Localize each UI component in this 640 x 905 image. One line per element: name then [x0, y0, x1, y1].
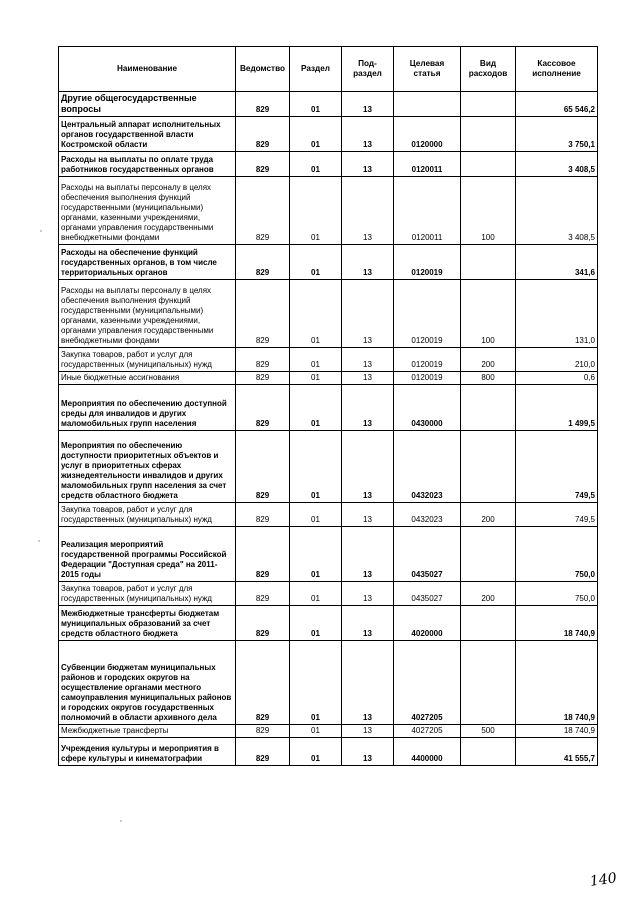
row-vedomstvo: 829	[236, 582, 290, 606]
row-name: Мероприятия по обеспечению доступности приоритетных объектов и услуг в приоритетных сферах жизнедеятельности инвалидов и других маломобильных групп населения за счет средств областного бюджета	[59, 431, 236, 503]
table-row	[59, 431, 598, 503]
row-podrazdel: 13	[342, 527, 394, 582]
table-row	[59, 738, 598, 766]
row-razdel: 01	[290, 431, 342, 503]
row-name: Расходы на выплаты персоналу в целях обеспечения выполнения функций государственными (муниципальными) органами, казенными учреждениями, органами управления государственными внебюджетными фондами	[59, 177, 236, 245]
table-row	[59, 245, 598, 280]
page-number: 140	[589, 870, 618, 890]
row-tselevaya: 0120019	[394, 280, 461, 348]
row-amount: 750,0	[516, 582, 598, 606]
row-name: Мероприятия по обеспечению доступной среды для инвалидов и других маломобильных групп населения	[59, 385, 236, 431]
row-amount: 131,0	[516, 280, 598, 348]
row-vedomstvo: 829	[236, 245, 290, 280]
row-tselevaya: 0435027	[394, 527, 461, 582]
row-amount: 749,5	[516, 431, 598, 503]
row-name: Другие общегосударственные вопросы	[59, 92, 236, 117]
row-podrazdel: 13	[342, 641, 394, 725]
row-vedomstvo: 829	[236, 385, 290, 431]
row-razdel: 01	[290, 117, 342, 152]
row-vedomstvo: 829	[236, 92, 290, 117]
table-row	[59, 641, 598, 725]
table-header-row	[59, 47, 598, 92]
row-tselevaya: 0120011	[394, 177, 461, 245]
row-podrazdel: 13	[342, 280, 394, 348]
row-podrazdel: 13	[342, 431, 394, 503]
row-vid: 800	[461, 372, 516, 385]
scan-speck	[40, 230, 42, 232]
row-razdel: 01	[290, 177, 342, 245]
row-amount: 750,0	[516, 527, 598, 582]
row-vid: 100	[461, 177, 516, 245]
table-row	[59, 348, 598, 372]
row-vedomstvo: 829	[236, 280, 290, 348]
row-vid	[461, 245, 516, 280]
row-name: Учреждения культуры и мероприятия в сфере культуры и кинематографии	[59, 738, 236, 766]
row-razdel: 01	[290, 527, 342, 582]
row-amount: 18 740,9	[516, 606, 598, 641]
row-vedomstvo: 829	[236, 641, 290, 725]
row-vid	[461, 738, 516, 766]
header-podrazdel: Под- раздел	[342, 47, 394, 92]
row-vedomstvo: 829	[236, 177, 290, 245]
row-vedomstvo: 829	[236, 527, 290, 582]
row-podrazdel: 13	[342, 92, 394, 117]
row-podrazdel: 13	[342, 503, 394, 527]
row-vid	[461, 117, 516, 152]
row-razdel: 01	[290, 503, 342, 527]
row-amount: 749,5	[516, 503, 598, 527]
row-tselevaya: 0432023	[394, 503, 461, 527]
table-row	[59, 527, 598, 582]
row-name: Центральный аппарат исполнительных органов государственной власти Костромской области	[59, 117, 236, 152]
table-row	[59, 725, 598, 738]
budget-table	[58, 46, 598, 766]
header-vid: Вид расходов	[461, 47, 516, 92]
row-razdel: 01	[290, 372, 342, 385]
row-vid	[461, 152, 516, 177]
row-vedomstvo: 829	[236, 725, 290, 738]
row-amount: 41 555,7	[516, 738, 598, 766]
row-vedomstvo: 829	[236, 117, 290, 152]
row-razdel: 01	[290, 738, 342, 766]
row-amount: 1 499,5	[516, 385, 598, 431]
row-amount: 210,0	[516, 348, 598, 372]
row-podrazdel: 13	[342, 372, 394, 385]
header-vedomstvo: Ведомство	[236, 47, 290, 92]
row-podrazdel: 13	[342, 606, 394, 641]
row-razdel: 01	[290, 606, 342, 641]
row-vedomstvo: 829	[236, 152, 290, 177]
row-tselevaya: 0120019	[394, 372, 461, 385]
table-row	[59, 582, 598, 606]
row-podrazdel: 13	[342, 117, 394, 152]
row-tselevaya: 0120019	[394, 245, 461, 280]
row-name: Межбюджетные трансферты бюджетам муниципальных образований за счет средств областного бюджета	[59, 606, 236, 641]
row-vid: 100	[461, 280, 516, 348]
row-tselevaya: 0432023	[394, 431, 461, 503]
row-razdel: 01	[290, 641, 342, 725]
row-vid: 200	[461, 582, 516, 606]
row-vedomstvo: 829	[236, 738, 290, 766]
row-amount: 65 546,2	[516, 92, 598, 117]
row-vedomstvo: 829	[236, 372, 290, 385]
row-razdel: 01	[290, 385, 342, 431]
row-tselevaya	[394, 92, 461, 117]
table-row	[59, 177, 598, 245]
row-vid	[461, 92, 516, 117]
row-razdel: 01	[290, 152, 342, 177]
table-row	[59, 280, 598, 348]
row-name: Расходы на обеспечение функций государственных органов, в том числе территориальных органов	[59, 245, 236, 280]
row-vid	[461, 385, 516, 431]
table-row	[59, 606, 598, 641]
row-tselevaya: 0430000	[394, 385, 461, 431]
row-tselevaya: 0120011	[394, 152, 461, 177]
header-name: Наименование	[59, 47, 236, 92]
row-amount: 3 750,1	[516, 117, 598, 152]
row-name: Закупка товаров, работ и услуг для государственных (муниципальных) нужд	[59, 582, 236, 606]
row-vedomstvo: 829	[236, 606, 290, 641]
scan-speck	[120, 820, 122, 822]
table-row	[59, 385, 598, 431]
row-amount: 18 740,9	[516, 641, 598, 725]
header-tselevaya: Целевая статья	[394, 47, 461, 92]
row-tselevaya: 0120019	[394, 348, 461, 372]
row-name: Межбюджетные трансферты	[59, 725, 236, 738]
row-amount: 3 408,5	[516, 152, 598, 177]
header-kassovoe: Кассовое исполнение	[516, 47, 598, 92]
row-vedomstvo: 829	[236, 348, 290, 372]
row-vid: 200	[461, 503, 516, 527]
row-tselevaya: 4400000	[394, 738, 461, 766]
row-podrazdel: 13	[342, 245, 394, 280]
row-vid	[461, 606, 516, 641]
row-razdel: 01	[290, 92, 342, 117]
row-name: Субвенции бюджетам муниципальных районов и городских округов на осуществление органами местного самоуправления муниципальных районов и городских округов государственных полномочий в области архивного дела	[59, 641, 236, 725]
header-razdel: Раздел	[290, 47, 342, 92]
row-podrazdel: 13	[342, 385, 394, 431]
scan-speck	[38, 540, 40, 542]
table-row	[59, 503, 598, 527]
row-vid	[461, 431, 516, 503]
row-razdel: 01	[290, 348, 342, 372]
row-vid	[461, 641, 516, 725]
row-name: Закупка товаров, работ и услуг для государственных (муниципальных) нужд	[59, 503, 236, 527]
row-podrazdel: 13	[342, 582, 394, 606]
row-amount: 341,6	[516, 245, 598, 280]
row-razdel: 01	[290, 245, 342, 280]
row-name: Расходы на выплаты персоналу в целях обеспечения выполнения функций государственными (муниципальными) органами, казенными учреждениями, органами управления государственными внебюджетными фондами	[59, 280, 236, 348]
row-podrazdel: 13	[342, 177, 394, 245]
row-vid	[461, 527, 516, 582]
row-podrazdel: 13	[342, 738, 394, 766]
row-vid: 500	[461, 725, 516, 738]
row-name: Иные бюджетные ассигнования	[59, 372, 236, 385]
row-amount: 3 408,5	[516, 177, 598, 245]
row-tselevaya: 0435027	[394, 582, 461, 606]
row-vedomstvo: 829	[236, 431, 290, 503]
row-vedomstvo: 829	[236, 503, 290, 527]
row-razdel: 01	[290, 280, 342, 348]
table-row	[59, 152, 598, 177]
row-vid: 200	[461, 348, 516, 372]
row-name: Реализация мероприятий государственной программы Российской Федерации "Доступная среда" на 2011-2015 годы	[59, 527, 236, 582]
row-razdel: 01	[290, 582, 342, 606]
row-podrazdel: 13	[342, 725, 394, 738]
row-tselevaya: 4027205	[394, 641, 461, 725]
row-razdel: 01	[290, 725, 342, 738]
row-tselevaya: 0120000	[394, 117, 461, 152]
row-tselevaya: 4020000	[394, 606, 461, 641]
row-name: Расходы на выплаты по оплате труда работников государственных органов	[59, 152, 236, 177]
row-podrazdel: 13	[342, 152, 394, 177]
row-podrazdel: 13	[342, 348, 394, 372]
table-row	[59, 92, 598, 117]
row-amount: 18 740,9	[516, 725, 598, 738]
row-tselevaya: 4027205	[394, 725, 461, 738]
row-amount: 0,6	[516, 372, 598, 385]
row-name: Закупка товаров, работ и услуг для государственных (муниципальных) нужд	[59, 348, 236, 372]
table-row	[59, 117, 598, 152]
table-row	[59, 372, 598, 385]
